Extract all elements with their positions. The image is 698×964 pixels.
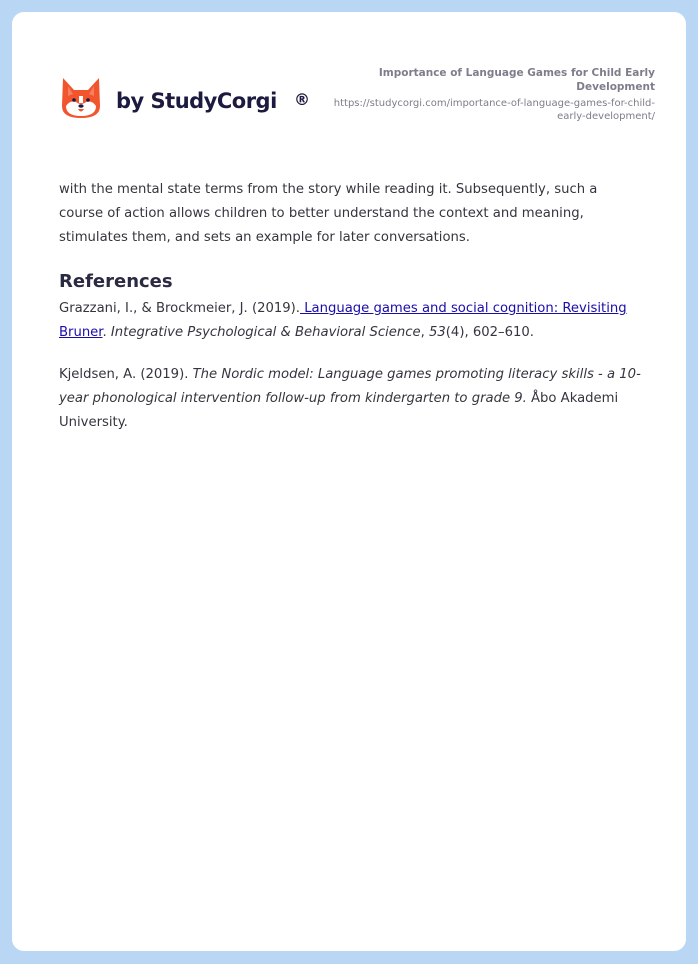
document-title: Importance of Language Games for Child Early Development [378,67,655,93]
reference-pages: (4), 602–610. [445,325,534,340]
reference-journal: Integrative Psychological & Behavioral Science [110,325,421,340]
logo-text: by StudyCorgi [116,89,277,113]
reference-publisher: Åbo Akademi University. [59,391,619,430]
reference-title: The Nordic model: Language games promoting literacy skills - a 10-year phonological intervention follow-up from kindergarten to grade 9. [59,367,641,406]
page-header [12,12,686,162]
references-heading: References [59,271,173,292]
reference-authors: Grazzani, I., & Brockmeier, J. (2019). [59,301,300,316]
reference-item [59,363,641,435]
reference-item [59,297,641,345]
corgi-logo-icon [60,76,102,120]
document-url[interactable]: https://studycorgi.com/importance-of-language-games-for-child-early-development/ [333,98,655,122]
reference-authors: Kjeldsen, A. (2019). [59,367,193,382]
body-paragraph: with the mental state terms from the story while reading it. Subsequently, such a course of action allows children to better understand the context and meaning, stimulates them, and sets an example for later conversations. [59,182,598,245]
reference-volume: 53 [429,325,446,340]
registered-mark: ® [294,90,310,109]
reference-link[interactable]: Language games and social cognition: Revisiting Bruner [59,301,627,340]
reference-punct: . [102,325,111,340]
document-content [59,178,641,435]
reference-punct: , [420,325,429,340]
document-meta [315,66,655,123]
studycorgi-logo[interactable] [60,76,310,120]
document-page [12,12,686,951]
